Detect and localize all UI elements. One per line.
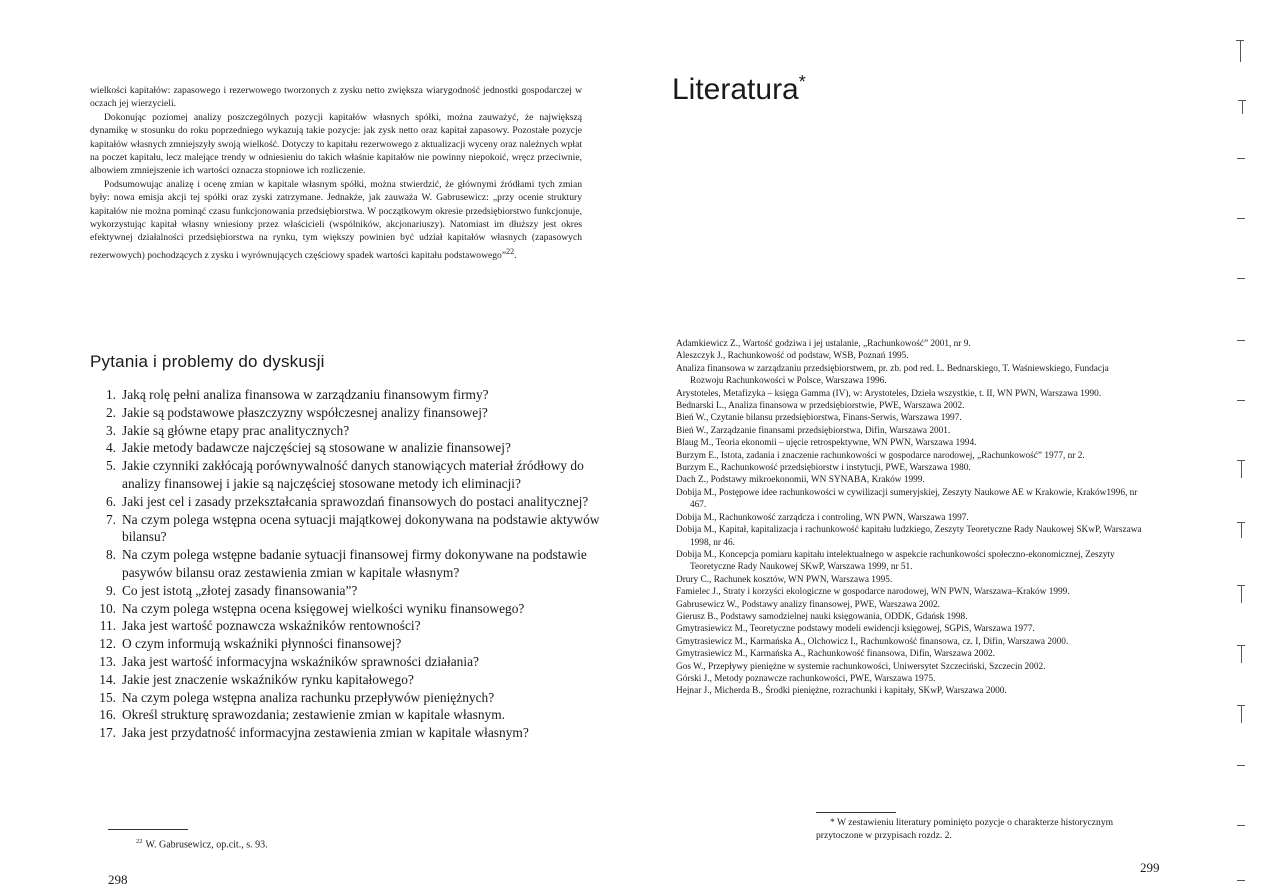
scan-mark xyxy=(1237,880,1245,881)
footnote xyxy=(136,838,268,850)
bibliography-entry xyxy=(676,388,1144,400)
bibliography-entry xyxy=(676,437,1144,449)
item-number: 13. xyxy=(99,653,116,669)
scan-mark xyxy=(1237,825,1245,826)
item-text: Jaka jest przydatność informacyjna zestawienia zmian w kapitale własnym? xyxy=(122,725,529,741)
bibliography-text: Bednarski L., Analiza finansowa w przedsiębiorstwie, PWE, Warszawa 2002. xyxy=(676,401,965,412)
footnote-divider xyxy=(816,812,896,813)
bibliography-entry xyxy=(676,661,1144,673)
bibliography-entry xyxy=(676,636,1144,648)
bibliography-text: Gos W., Przepływy pieniężne w systemie rachunkowości, Uniwersytet Szczeciński, Szczecin 2002. xyxy=(676,661,1046,672)
list-item xyxy=(90,422,600,440)
bibliography-text: Drury C., Rachunek kosztów, WN PWN, Warszawa 1995. xyxy=(676,574,893,585)
page-title-text: Literatura xyxy=(672,73,799,106)
scan-mark xyxy=(1237,218,1245,219)
scan-mark xyxy=(1237,340,1245,341)
item-number: 8. xyxy=(105,547,116,563)
scan-mark xyxy=(1237,460,1245,461)
bibliography-text: Gmytrasiewicz M., Karmańska A., Olchowicz I., Rachunkowość finansowa, cz. I, Difin, Warszawa 2000. xyxy=(676,636,1069,647)
scan-mark xyxy=(1241,460,1242,478)
footnote-text: W. Gabrusewicz, op.cit., s. 93. xyxy=(145,839,268,851)
bibliography-entry xyxy=(676,474,1144,486)
bibliography-entry xyxy=(676,549,1144,574)
bibliography-text: Hejnar J., Micherda B., Środki pieniężne, rozrachunki i kapitały, SKwP, Warszawa 2000. xyxy=(676,686,1007,697)
item-number: 9. xyxy=(105,582,116,598)
scan-mark xyxy=(1240,40,1241,62)
scan-mark xyxy=(1237,400,1245,401)
footnote-mark: * xyxy=(798,72,806,92)
item-text: Jakie są główne etapy prac analitycznych? xyxy=(122,422,350,438)
bibliography-entry xyxy=(676,512,1144,524)
list-item xyxy=(90,600,600,618)
bibliography-text: Dobija M., Koncepcja pomiaru kapitału intelektualnego w aspekcie rachunkowości społeczno-ekonomicznej, Zeszyty Teoretyczne Rady Naukowej SKwP, Warszawa 1999, nr 51. xyxy=(676,549,1115,573)
item-text: Jaki jest cel i zasady przekształcania sprawozdań finansowych do postaci analitycznej? xyxy=(122,493,589,509)
item-text: Jaka jest wartość informacyjna wskaźników sprawności działania? xyxy=(122,653,479,669)
bibliography-entry xyxy=(676,462,1144,474)
item-number: 12. xyxy=(99,636,116,652)
item-number: 11. xyxy=(99,618,116,634)
item-number: 7. xyxy=(105,511,116,527)
bibliography-entry xyxy=(676,611,1144,623)
bibliography-entry xyxy=(676,487,1144,512)
list-item xyxy=(90,386,600,404)
item-text: Jaka jest wartość poznawcza wskaźników rentowności? xyxy=(122,618,421,634)
bibliography-entry xyxy=(676,586,1144,598)
item-number: 10. xyxy=(99,600,116,616)
bibliography-text: Adamkiewicz Z., Wartość godziwa i jej ustalanie, „Rachunkowość” 2001, nr 9. xyxy=(676,339,971,349)
list-item xyxy=(90,582,600,600)
right-page xyxy=(640,0,1263,893)
scan-mark xyxy=(1237,765,1245,766)
questions-list xyxy=(90,386,600,742)
section-heading: Pytania i problemy do dyskusji xyxy=(90,352,325,371)
list-item xyxy=(90,546,600,582)
item-number: 17. xyxy=(99,725,116,741)
bibliography-text: Gierusz B., Podstawy samodzielnej nauki księgowania, ODDK, Gdańsk 1998. xyxy=(676,611,968,622)
bibliography-entry xyxy=(676,425,1144,437)
bibliography-text: Burzym E., Istota, zadania i znaczenie rachunkowości w gospodarce narodowej, „Rachunkowość” 1977, nr 2. xyxy=(676,450,1085,461)
item-text: Jakie czynniki zakłócają porównywalność danych stanowiących materiał źródłowy do analizy finansowej i jakie są najczęściej stosowane metody ich eliminacji? xyxy=(122,458,584,491)
item-number: 6. xyxy=(105,493,116,509)
item-text: Co jest istotą „złotej zasady finansowania”? xyxy=(122,582,358,598)
item-text: Jakie jest znaczenie wskaźników rynku kapitałowego? xyxy=(122,671,414,687)
list-item xyxy=(90,635,600,653)
scan-mark xyxy=(1242,100,1243,114)
page-number: 298 xyxy=(108,872,128,887)
paragraph: Podsumowując analizę i ocenę zmian w kapitale własnym spółki, można stwierdzić, że głównymi źródłami tych zmian były: nowa emisja akcji tej spółki oraz zyski zatrzymane. Jednakże, jak zauważa W. Gabrusewicz: „przy ocenie struktury kapitałów nie można pominąć czasu funkcjonowania przedsiębiorstwa. W początkowym okresie przedsiębiorstwo funkcjonuje, wykorzystując kapitał własny wniesiony przez właścicieli (wspólników, akcjonariuszy). Natomiast im dłuższy jest okres efektywnej działalności przedsiębiorstwa na rynku, tym większy powinien być udział kapitałów własnych (zapasowych rezerwowych) pochodzących z zysku i wyrównujących częściowy spadek wartości kapitału podstawowego”$^{22}$. xyxy=(90,178,582,262)
item-number: 14. xyxy=(99,671,116,687)
list-item xyxy=(90,724,600,742)
page-title xyxy=(672,72,806,107)
list-item xyxy=(90,493,600,511)
bibliography-entry xyxy=(676,648,1144,660)
bibliography-text: Dobija M., Postępowe idee rachunkowości w cywilizacji sumeryjskiej, Zeszyty Naukowe AE w Krakowie, Kraków1996, nr 467. xyxy=(676,487,1138,511)
scan-mark xyxy=(1241,645,1242,663)
list-item xyxy=(90,689,600,707)
item-number: 4. xyxy=(105,440,116,456)
item-number: 15. xyxy=(99,689,116,705)
bibliography-text: Dach Z., Podstawy mikroekonomii, WN SYNABA, Kraków 1999. xyxy=(676,475,925,486)
list-item xyxy=(90,511,600,547)
list-item xyxy=(90,671,600,689)
bibliography-text: Analiza finansowa w zarządzaniu przedsiębiorstwem, pr. zb. pod red. L. Bednarskiego, T. Waśniewskiego, Fundacja Rozwoju Rachunkowości w Polsce, Warszawa 1996. xyxy=(676,363,1109,387)
footnote-divider xyxy=(108,829,188,830)
list-item xyxy=(90,457,600,493)
bibliography-entry xyxy=(676,338,1144,350)
bibliography-entry xyxy=(676,685,1144,697)
bibliography-text: Gmytrasiewicz M., Teoretyczne podstawy modeli ewidencji księgowej, SGPiS, Warszawa 1977. xyxy=(676,624,1035,635)
item-text: Na czym polega wstępna analiza rachunku przepływów pieniężnych? xyxy=(122,689,495,705)
bibliography-text: Górski J., Metody poznawcze rachunkowości, PWE, Warszawa 1975. xyxy=(676,673,936,684)
item-number: 1. xyxy=(105,387,116,402)
list-item xyxy=(90,617,600,635)
paragraph: Dokonując poziomej analizy poszczególnych pozycji kapitałów własnych spółki, można zauważyć, że największą dynamikę w stosunku do roku poprzedniego wykazują takie pozycje: jak zysk netto oraz kapitał zapasowy. Pozostałe pozycje kapitałów własnych zmniejszyły swoją wielkość. Dotyczy to kapitału rezerwowego z aktualizacji wyceny oraz należnych wpłat na poczet kapitału, lecz malejące trendy w odniesieniu do takich właśnie kapitałów nie powinny niepokoić, wręcz przeciwnie, albowiem zmniejszenie ich wartości oznacza stopniowe ich rozliczenie. xyxy=(90,111,582,177)
bibliography-entry xyxy=(676,574,1144,586)
item-text: O czym informują wskaźniki płynności finansowej? xyxy=(122,636,402,652)
bibliography-list xyxy=(676,338,1144,698)
bibliography-entry xyxy=(676,450,1144,462)
list-item xyxy=(90,439,600,457)
bibliography-entry xyxy=(676,599,1144,611)
bibliography-entry xyxy=(676,673,1144,685)
paragraph: wielkości kapitałów: zapasowego i rezerwowego tworzonych z zysku netto zwiększa wiarygodność jednostki gospodarczej w oczach jej wierzycieli. xyxy=(90,85,582,110)
item-text: Jaką rolę pełni analiza finansowa w zarządzaniu finansowym firmy? xyxy=(122,387,489,402)
bibliography-entry xyxy=(676,623,1144,635)
bibliography-entry xyxy=(676,524,1144,549)
page-number: 299 xyxy=(1140,860,1160,875)
bibliography-entry xyxy=(676,350,1144,362)
footnote-number: 22 xyxy=(136,838,143,845)
body-text xyxy=(90,84,582,262)
item-number: 2. xyxy=(105,404,116,420)
list-item xyxy=(90,653,600,671)
bibliography-text: Bień W., Czytanie bilansu przedsiębiorstwa, Finans-Serwis, Warszawa 1997. xyxy=(676,413,962,424)
bibliography-entry xyxy=(676,400,1144,412)
bibliography-text: Gmytrasiewicz M., Karmańska A., Rachunkowość finansowa, Difin, Warszawa 2002. xyxy=(676,649,995,660)
scan-mark xyxy=(1237,158,1245,159)
footnote-reference: 22 xyxy=(506,246,515,256)
bibliography-text: Bień W., Zarządzanie finansami przedsiębiorstwa, Difin, Warszawa 2001. xyxy=(676,425,951,436)
item-text: Na czym polega wstępne badanie sytuacji finansowej firmy dokonywane na podstawie pasywów bilansu oraz zestawienia zmian w kapitale własnym? xyxy=(122,547,587,580)
bibliography-text: Famielec J., Straty i korzyści ekologiczne w gospodarce narodowej, WN PWN, Warszawa–Kraków 1999. xyxy=(676,587,1070,598)
list-item xyxy=(90,404,600,422)
item-text: Na czym polega wstępna ocena sytuacji majątkowej dokonywana na podstawie aktywów bilansu? xyxy=(122,511,600,545)
footnote: * W zestawieniu literatury pominięto pozycje o charakterze historycznym przytoczone w przypisach rozdz. 2. xyxy=(816,817,1114,841)
bibliography-text: Burzym E., Rachunkowość przedsiębiorstw i instytucji, PWE, Warszawa 1980. xyxy=(676,463,971,474)
item-text: Określ strukturę sprawozdania; zestawienie zmian w kapitale własnym. xyxy=(122,707,505,723)
scan-mark xyxy=(1241,585,1242,603)
bibliography-text: Dobija M., Rachunkowość zarządcza i controling, WN PWN, Warszawa 1997. xyxy=(676,512,969,523)
item-text: Na czym polega wstępna ocena księgowej wielkości wyniku finansowego? xyxy=(122,600,525,616)
item-number: 5. xyxy=(105,458,116,474)
scan-mark xyxy=(1237,278,1245,279)
bibliography-text: Blaug M., Teoria ekonomii – ujęcie retrospektywne, WN PWN, Warszawa 1994. xyxy=(676,438,977,449)
scan-mark xyxy=(1236,40,1244,41)
bibliography-entry xyxy=(676,363,1144,388)
bibliography-text: Dobija M., Kapitał, kapitalizacja i rachunkowość kapitału ludzkiego, Zeszyty Teoretyczne Rady Naukowej SKwP, Warszawa 1998, nr 46. xyxy=(676,525,1142,548)
paragraph-text: Podsumowując analizę i ocenę zmian w kapitale własnym spółki, można stwierdzić, że głównymi źródłami tych zmian były: nowa emisja akcji tej spółki oraz zyski zatrzymane. Jednakże, jak zauważa W. Gabrusewicz: „przy ocenie struktury kapitałów nie można pominąć czasu funkcjonowania przedsiębiorstwa. W początkowym okresie przedsiębiorstwo funkcjonuje, wykorzystując kapitał własny wniesiony przez właścicieli (wspólników, akcjonariuszy). Natomiast im dłuższy jest okres efektywnej działalności przedsiębiorstwa na rynku, tym większy powinien być udział kapitałów własnych (zapasowych rezerwowych) pochodzących z zysku i wyrównujących częściowy spadek wartości kapitału podstawowego” xyxy=(90,178,582,262)
scan-mark xyxy=(1241,705,1242,723)
item-text: Jakie są podstawowe płaszczyzny współczesnej analizy finansowej? xyxy=(122,404,488,420)
scan-mark xyxy=(1241,522,1242,538)
bibliography-text: Arystoteles, Metafizyka – księga Gamma (IV), w: Arystoteles, Dzieła wszystkie, t. II, WN PWN, Warszawa 1990. xyxy=(676,388,1102,399)
item-number: 16. xyxy=(99,707,116,723)
bibliography-text: Gabrusewicz W., Podstawy analizy finansowej, PWE, Warszawa 2002. xyxy=(676,599,940,610)
item-text: Jakie metody badawcze najczęściej są stosowane w analizie finansowej? xyxy=(122,440,511,456)
bibliography-entry xyxy=(676,412,1144,424)
bibliography-text: Aleszczyk J., Rachunkowość od podstaw, WSB, Poznań 1995. xyxy=(676,351,909,362)
item-number: 3. xyxy=(105,422,116,438)
list-item xyxy=(90,706,600,724)
